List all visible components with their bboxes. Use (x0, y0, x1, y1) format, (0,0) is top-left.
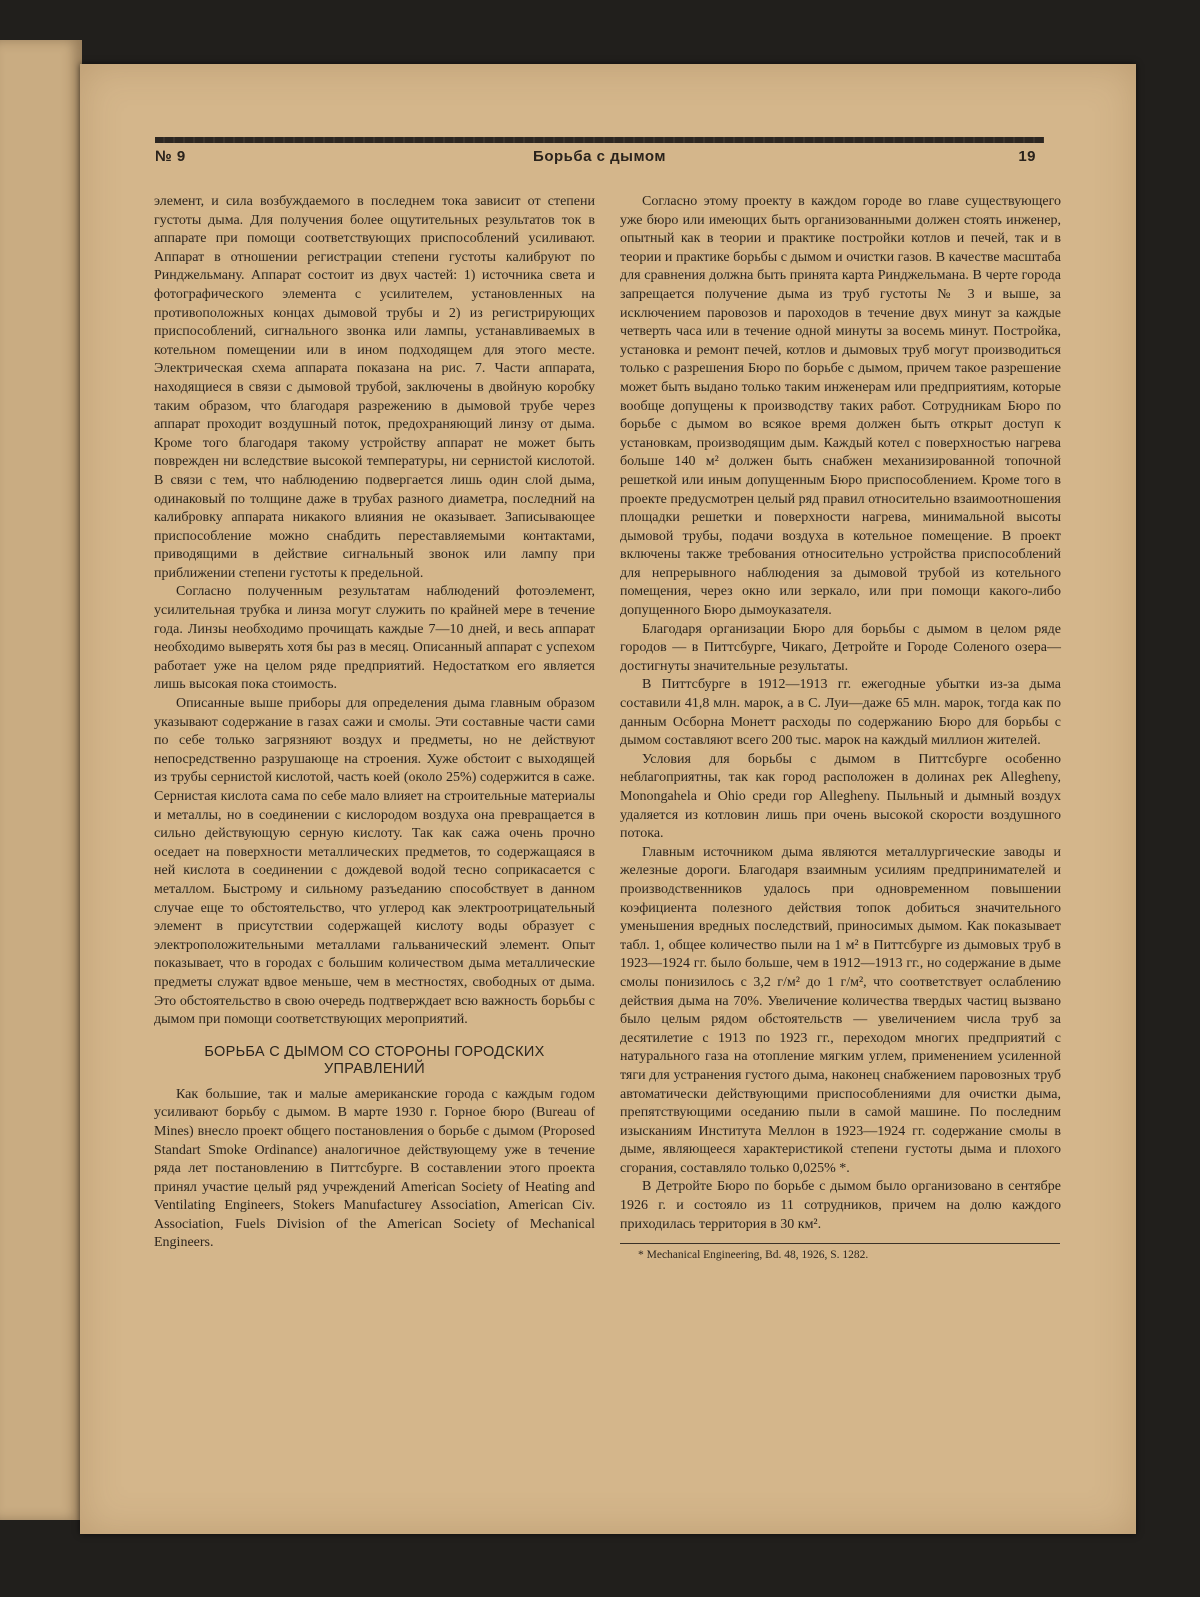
body-paragraph: Как большие, так и малые американские города с каждым годом усиливают борьбу с дымом. В марте 1930 г. Горное бюро (Bureau of Mines) внесло проект общего постановления о борьбе с дымом (Proposed Standart Smoke Ordinance) аналогичное действующему уже в течение ряда лет постановлению в Питтсбурге. В составлении этого проекта принял участие целый ряд учреждений American Society of Heating and Ventilating Engineers, Stokers Manufacturey Association, American Civ. Association, Fuels Division of the American Society of Mechanical Engineers. (154, 1086, 595, 1251)
body-paragraph: Главным источником дыма являются металлургические заводы и железные дороги. Благодаря взаимным усилиям предпринимателей и производственников удалось при одновременном повышении коэфициента полезного действия топок добиться значительного уменьшения вредных последствий, приносимых дымом. Как показывает табл. 1, общее количество пыли на 1 м² в Питтсбурге из дымовых труб в 1923—1924 гг. было больше, чем в 1912—1913 гг., но содержание в дыме смолы понизилось с 3,2 г/м² до 1 г/м², что соответствует ослаблению действия дыма на 70%. Увеличение количества твердых частиц вызвано было целым рядом обстоятельств — увеличением числа труб за десятилетие с 1913 по 1923 гг., переходом многих предприятий с натурального газа на отопление мягким углем, применением усиленной тяги для устранения густого дыма, наконец снабжением паровозных труб автоматически действующими приспособлениями для очистки дыма, препятствующими оседанию пыли в самой машине. По последним изысканиям Института Меллон в 1923—1924 гг. содержание смолы в дыме, являющееся характеристикой степени густоты дыма и плохого сгорания, составляло только 0,025% *. (620, 844, 1061, 1176)
footnote-divider (620, 1243, 1060, 1244)
section-heading: БОРЬБА С ДЫМОМ СО СТОРОНЫ ГОРОДСКИХ УПРАВЛЕНИЙ (204, 1043, 545, 1077)
left-column (154, 193, 595, 1253)
page-number: 19 (1018, 148, 1036, 165)
footnote: * Mechanical Engineering, Bd. 48, 1926, S. 1282. (638, 1249, 869, 1262)
header-rule (155, 137, 1044, 143)
running-header (155, 148, 1044, 170)
body-paragraph: В Питтсбурге в 1912—1913 гг. ежегодные убытки из-за дыма составили 41,8 млн. марок, а в С. Луи—даже 65 млн. марок, тогда как по данным Осборна Монетт расходы по содержанию Бюро для борьбы с дымом составляют всего 200 тыс. марок на каждый миллион жителей. (620, 677, 1061, 749)
journal-page (80, 64, 1136, 1534)
issue-number: № 9 (155, 148, 186, 165)
body-paragraph: Благодаря организации Бюро для борьбы с дымом в целом ряде городов — в Питтсбурге, Чикаго, Детройте и Городе Соленого озера—достигнуты значительные результаты. (620, 621, 1061, 674)
right-column (620, 193, 1061, 1262)
journal-title: Борьба с дымом (533, 148, 666, 165)
body-paragraph: Описанные выше приборы для определения дыма главным образом указывают содержание в газах сажи и смолы. Эти составные части сами по себе только загрязняют воздух и предметы, но не действуют непосредственно разрушающе на строения. Хуже обстоит с выходящей из трубы сернистой кислотой, часть коей (около 25%) содержится в саже. Сернистая кислота сама по себе мало влияет на строительные материалы и металлы, но в соединении с кислородом воздуха она превращается в сильно действующую серную кислоту. Так как сажа очень прочно оседает на поверхности металлических предметов, то содержащаяся в ней кислота в соединении с дождевой водой тесно соприкасается с металлом. Быстрому и сильному разъеданию способствует в данном случае еще то обстоятельство, что углерод как электроотрицательный элемент в присутствии содержащей кислоту воды образует с электроположительными металлами гальванический элемент. Опыт показывает, что в городах с большим количеством дыма металлические предметы служат вдвое меньше, чем в местностях, свободных от дыма. Это обстоятельство в свою очередь подтверждает всю важность борьбы с дымом при помощи соответствующих мероприятий. (154, 696, 595, 1028)
body-paragraph: Условия для борьбы с дымом в Питтсбурге особенно неблагоприятны, так как город расположен в долинах рек Allegheny, Monongahela и Ohio среди гор Allegheny. Пыльный и дымный воздух удаляется из котловин лишь при очень высокой скорости воздушного потока. (620, 751, 1061, 842)
body-paragraph: элемент, и сила возбуждаемого в последнем тока зависит от степени густоты дыма. Для получения более ощутительных результатов ток в аппарате при помощи соответствующих приспособлений усиливают. Аппарат в отношении регистрации степени густоты калибруют по Ринджельману. Аппарат состоит из двух частей: 1) источника света и фотографического элемента с усилителем, установленных на противоположных концах дымовой трубы и 2) из регистрирующих приспособлений, сигнального звонка или лампы, устанавливаемых в котельном помещении или в ином подходящем для этого месте. Электрическая схема аппарата показана на рис. 7. Части аппарата, находящиеся в связи с дымовой трубой, заключены в двойную коробку таким образом, что благодаря разрежению в дымовой трубе через аппарат проходит воздушный поток, предохраняющий линзу от дыма. Кроме того благодаря такому устройству аппарат не может быть поврежден ни вследствие высокой температуры, ни сернистой кислотой. В связи с тем, что наблюдению подвергается лишь один слой дыма, одинаковый по толщине даже в трубах разного диаметра, последний на калибровку аппарата никакого влияния не оказывает. Записывающее приспособление можно снабдить переставляемыми контактами, приводящими в действие сигнальный звонок или лампу при приближении степени густоты к предельной. (154, 194, 595, 581)
body-paragraph: Согласно этому проекту в каждом городе во главе существующего уже бюро или имеющих быть организованными должен стоять инженер, опытный как в теории и практике постройки котлов и печей, так и в теории и практике борьбы с дымом и очистки газов. В качестве масштаба для сравнения должна быть принята карта Ринджельмана. В черте города запрещается получение дыма из труб густоты № 3 и выше, за исключением паровозов и пароходов в течение двух минут за каждые четверть часа или в течение одной минуты за восемь минут. Постройка, установка и ремонт печей, котлов и дымовых труб могут производиться только с разрешения Бюро по борьбе с дымом, причем такое разрешение может быть выдано только таким инженерам или предприятиям, которые вообще допущены к производству таких работ. Сотрудникам Бюро по борьбе с дымом во всякое время должен быть открыт доступ к установкам, производящим дым. Каждый котел с поверхностью нагрева больше 140 м² должен быть снабжен механизированной топочной решеткой или иным допущенным Бюро приспособлением. Кроме того в проекте предусмотрен целый ряд правил относительно взаимоотношения площадки решетки и поверхности нагрева, минимальной высоты дымовой трубы, подачи воздуха в котельное помещение. В проект включены также требования относительно устройства приспособлений для непрерывного наблюдения за дымовой трубой из котельного помещения, через окно или зеркало, или при помощи какого-либо допущенного Бюро дымоуказателя. (620, 194, 1061, 619)
facing-page-edge (0, 40, 82, 1520)
body-paragraph: Согласно полученным результатам наблюдений фотоэлемент, усилительная трубка и линза могут служить по крайней мере в течение года. Линзы необходимо прочищать каждые 7—10 дней, и весь аппарат необходимо выверять хотя бы раз в месяц. Описанный аппарат с успехом работает уже на целом ряде предприятий. Недостатком его является лишь высокая пока стоимость. (154, 584, 595, 693)
body-paragraph: В Детройте Бюро по борьбе с дымом было организовано в сентябре 1926 г. и состояло из 11 сотрудников, причем на долю каждого приходилась территория в 30 км². (620, 1179, 1061, 1232)
